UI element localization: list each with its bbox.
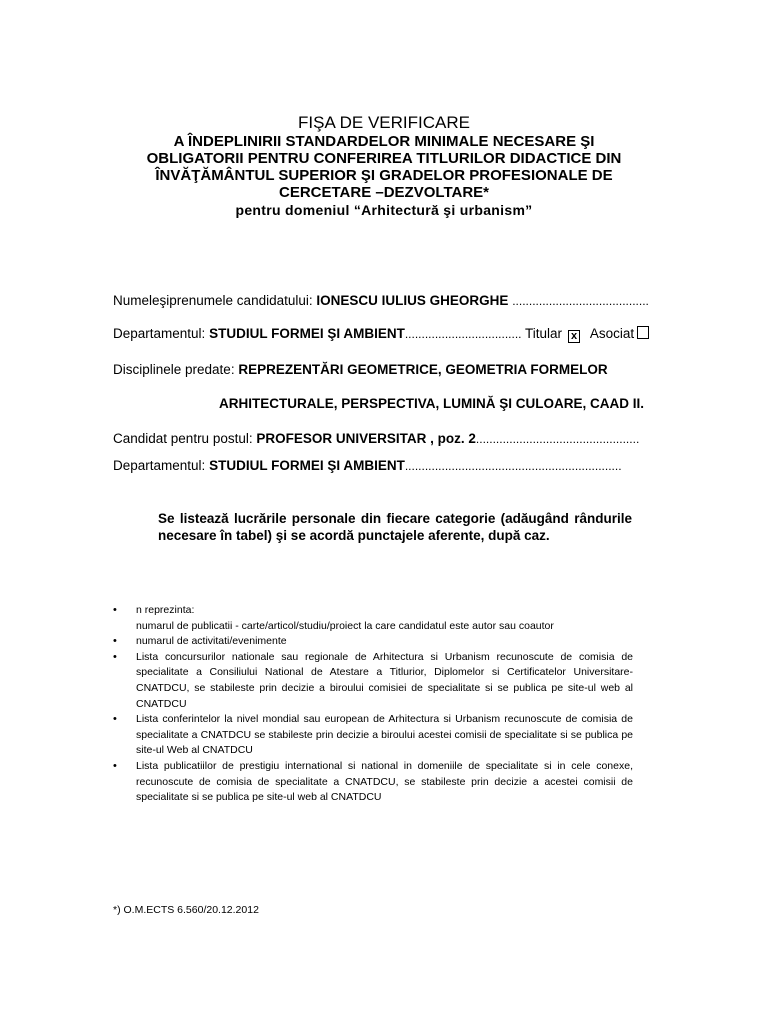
post-dots: ................................................. — [475, 432, 640, 446]
list-item: • numarul de activitati/evenimente — [113, 634, 633, 650]
department-label: Departamentul: — [113, 326, 206, 341]
notes-list — [113, 603, 633, 806]
department-2-row — [113, 458, 622, 473]
list-item: • Lista concursurilor nationale sau regionale de Arhitectura si Urbanism recunoscute de comisia de specialitate a Consiliului National de Atestare a Titlurior, Diplomelor si Certificatelor Universitare-CNATDCU, se stabileste prin decizie a biroului comisiei de specialitate si se publica pe site-ul web al CNATDCU — [113, 650, 633, 712]
instruction-paragraph: Se listează lucrările personale din fiecare categorie (adăugând rândurile necesare în tabel) şi se acordă punctajele aferente, după caz. — [158, 511, 632, 543]
domain-line: pentru domeniul “Arhitectură şi urbanism” — [235, 202, 533, 218]
document-title: FIŞA DE VERIFICARE — [298, 113, 470, 132]
subtitle-line-2: OBLIGATORII PENTRU CONFERIREA TITLURILOR DIDACTICE DIN — [146, 150, 622, 167]
department-2-dots: ................................................................. — [404, 459, 622, 473]
disciplines-label: Disciplinele predate: — [113, 362, 235, 377]
subtitle-line-4: CERCETARE –DEZVOLTARE* — [278, 184, 489, 201]
list-item: numarul de publicatii - carte/articol/studiu/proiect la care candidatul este autor sau coautor — [136, 619, 554, 632]
post-value: PROFESOR UNIVERSITAR , poz. 2 — [256, 431, 476, 446]
titular-checkbox[interactable]: x — [568, 330, 580, 343]
post-label: Candidat pentru postul: — [113, 431, 253, 446]
footnote: *) O.M.ECTS 6.560/20.12.2012 — [113, 904, 259, 916]
candidate-name-row — [113, 293, 649, 308]
subtitle-line-1: A ÎNDEPLINIRII STANDARDELOR MINIMALE NECESARE ŞI — [173, 133, 595, 150]
titular-label: Titular — [525, 326, 563, 341]
candidate-name-value: IONESCU IULIUS GHEORGHE — [316, 293, 509, 308]
candidate-name-dots: ......................................... — [512, 294, 649, 308]
department-2-value: STUDIUL FORMEI ŞI AMBIENT — [209, 458, 405, 473]
disciplines-row — [113, 362, 608, 377]
disciplines-row-2 — [219, 396, 644, 411]
disciplines-value-1: REPREZENTĂRI GEOMETRICE, GEOMETRIA FORMELOR — [238, 362, 608, 377]
list-item: • Lista publicatiilor de prestigiu international si national in domeniile de specialitate si in cele conexe, recunoscute de comisia de specialitate a CNATDCU, se stabileste prin decizie a acestei comisii de specialitate si se publica pe site-ul web al CNATDCU — [113, 759, 633, 806]
post-row — [113, 431, 639, 446]
department-value: STUDIUL FORMEI ŞI AMBIENT — [209, 326, 405, 341]
subtitle-line-3: ÎNVĂŢĂMÂNTUL SUPERIOR ŞI GRADELOR PROFESIONALE DE — [155, 167, 613, 184]
department-dots: ................................... — [404, 327, 522, 341]
asociat-checkbox[interactable] — [637, 326, 649, 339]
list-item: • Lista conferintelor la nivel mondial sau european de Arhitectura si Urbanism recunoscute de comisia de specialitate a CNATDCU se stabileste prin decizie a biroului acestei comisii de specialitate si se publica pe site-ul Web al CNATDCU — [113, 712, 633, 759]
asociat-label: Asociat — [589, 326, 635, 341]
department-row — [113, 326, 649, 343]
list-item: • n reprezinta: — [113, 603, 633, 619]
department-2-label: Departamentul: — [113, 458, 206, 473]
candidate-name-label: Numeleşiprenumele candidatului: — [113, 293, 313, 308]
title-block — [0, 113, 768, 220]
disciplines-value-2: ARHITECTURALE, PERSPECTIVA, LUMINĂ ŞI CULOARE, CAAD II. — [219, 396, 645, 411]
